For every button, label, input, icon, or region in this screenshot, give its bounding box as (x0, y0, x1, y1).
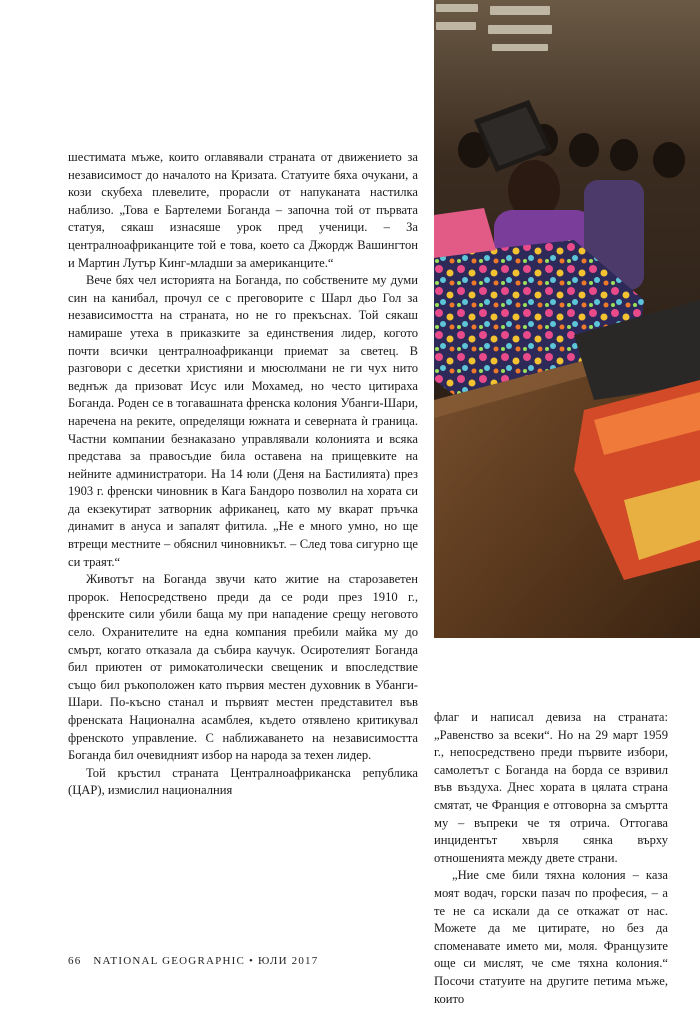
page-number: 66 (68, 955, 82, 967)
paragraph: флаг и написал девиза на страната: „Равенство за всеки“. Но на 29 март 1959 г., непосредствено преди първите избори, самолетът с Боганда на борда се взривил във въздуха. Днес хората в цялата страна смятат, че Франция е отговорна за смъртта му – въпреки че тя отрича. Оттогава инцидентът хвърля сянка върху отношенията между двете страни. (434, 710, 668, 865)
page-footer (68, 955, 318, 967)
article-column-left (68, 149, 418, 800)
paragraph: шестимата мъже, които оглавявали страната от движението за независимост до началото на Кризата. Статуите бяха очукани, а кози скубеха плевелите, прорасли от напуканата настилка наблизо. „Това е Бартелеми Боганда – започна той от първата статуя, сякаш изнасяше урок пред ученици. – За централноафриканците той е това, което са Джордж Вашингтон и Мартин Лутър Кинг-младши за американците.“ (68, 150, 418, 270)
paragraph: Животът на Боганда звучи като житие на старозаветен пророк. Непосредствено преди да се роди през 1910 г., френските сили убили баща му при нападение срещу неговото село. Охранителите на една компания пребили майка му до смърт, когато отказала да събира каучук. Осиротелият Боганда бил приютен от римокатолически свещеник и впоследствие също бил ръкоположен като първия местен духовник в Убанги-Шари. По-късно станал и първият местен представител във френската Национална асамблея, където отявлено критикувал френското управление. С наближаването на независимостта Боганда бил очевидният избор на народа за техен лидер. (68, 572, 418, 763)
classroom-photo (434, 0, 700, 638)
paragraph: Той кръстил страната Централноафриканска република (ЦАР), измислил националния (68, 765, 418, 798)
publication-line: NATIONAL GEOGRAPHIC • ЮЛИ 2017 (93, 955, 319, 967)
article-column-right (434, 709, 668, 1008)
paragraph: „Ние сме били тяхна колония – каза моят водач, горски пазач по професия, – а те не са искали да се откажат от нас. Можете да ме цитирате, но без да споменавате името ми, моля. Французите още си мислят, че сме тяхна колония.“ Посочи статуите на другите петима мъже, които (434, 868, 668, 1006)
paragraph: Вече бях чел историята на Боганда, по собствените му думи син на канибал, прочул се с преговорите с Шарл дьо Гол за независимостта на страната, но не го прекъснах. Той сякаш намираше утеха в приказките за единствения лидер, когото почти всички централноафриканци приемат за светец. В разговори с десетки християни и мюсюлмани не ги чух нито веднъж да призоват Исус или Мохамед, но често цитираха Боганда. Роден се в тогавашната френска колония Убанги-Шари, наречена на реките, определящи южната и северната ѝ граница. Частни компании безнаказано управлявали колонията и всяка представа за правосъдие била оставена на прищевките на нейните администратори. На 14 юли (Деня на Бастилията) през 1903 г. френски чиновник в Кага Бандоро позволил на хората си да екзекутират затворник африканец, като му вкарат пръчка динамит в ануса и запалят фитила. „Не е много умно, но ще втрещи местните – обяснил чиновникът. – След това сигурно ще си траят.“ (68, 273, 418, 569)
